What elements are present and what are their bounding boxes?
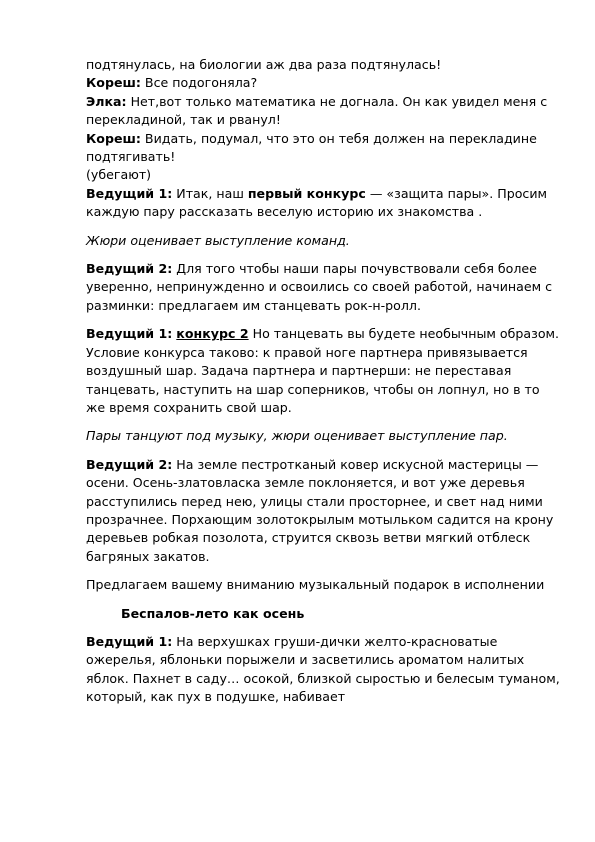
speaker-name: Элка: (86, 93, 127, 109)
paragraph (86, 456, 561, 566)
text: Нет,вот только математика не догнала. Он как увидел меня с перекладиной, так и рванул! (86, 93, 548, 128)
song-title: Беспалов-лето как осень (121, 605, 305, 621)
speaker-name: Ведущий 2: (86, 456, 173, 472)
text: — «защита пары». Просим каждую пару рассказать веселую историю их знакомства . (86, 185, 548, 220)
text: Все подогоняла? (140, 75, 258, 91)
text: Итак, наш (172, 185, 248, 201)
contest-title: первый конкурс (247, 185, 366, 201)
paragraph (86, 260, 561, 315)
speaker-name: Кореш: (86, 75, 141, 91)
paragraph (86, 166, 561, 184)
document-body (86, 56, 561, 707)
speaker-name: Кореш: (86, 130, 141, 146)
text: Для того чтобы наши пары почувствовали себя более уверенно, непринужденно и освоились со своей работой, начинаем с разминки: предлагаем им станцевать рок-н-ролл. (86, 261, 553, 313)
text: Видать, подумал, что это он тебя должен на перекладине подтягивать! (86, 130, 537, 165)
text: Но танцевать вы будете необычным образом. Условие конкурса таково: к правой ноге партнера привязывается воздушный шар. Задача партнера и партнерши: не переставая танцевать, наступить на шар соперников, чтобы он лопнул, но в то же время сохранить свой шар. (86, 326, 560, 415)
text: подтянулась, на биологии аж два раза подтянулась! (86, 57, 442, 72)
jury-note: Жюри оценивает выступление команд. (86, 232, 350, 248)
paragraph (86, 633, 561, 707)
speaker-name: Ведущий 2: (86, 261, 173, 277)
paragraph (86, 325, 561, 417)
speaker-name: Ведущий 1: (86, 633, 173, 649)
stage-direction: (убегают) (86, 167, 152, 183)
paragraph (86, 56, 561, 74)
text: На земле пестротканый ковер искусной мастерицы — осени. Осень-златовласка земле поклоняется, и вот уже деревья расступились перед нею, улицы стали просторнее, и свет над ними прозрачнее. Порхающим золотокрылым мотыльком садится на крону деревьев робкая позолота, струится сквозь ветви мягкий отблеск багряных закатов. (86, 456, 554, 564)
paragraph (86, 93, 561, 130)
speaker-name: Ведущий 1: (86, 185, 173, 201)
speaker-name: Ведущий 1: (86, 326, 173, 342)
jury-note: Пары танцуют под музыку, жюри оценивает выступление пар. (86, 428, 508, 444)
paragraph (86, 74, 561, 92)
paragraph: Предлагаем вашему вниманию музыкальный подарок в исполнении (86, 577, 545, 593)
paragraph (86, 130, 561, 167)
text: На верхушках груши-дички желто-красноватые ожерелья, яблоньки порыжели и засветились ароматом налитых яблок. Пахнет в саду… осокой, близкой сыростью и белесым туманом, который, как пух в подушке, набивает (86, 633, 560, 705)
contest-title: конкурс 2 (176, 326, 249, 342)
paragraph (86, 185, 561, 222)
